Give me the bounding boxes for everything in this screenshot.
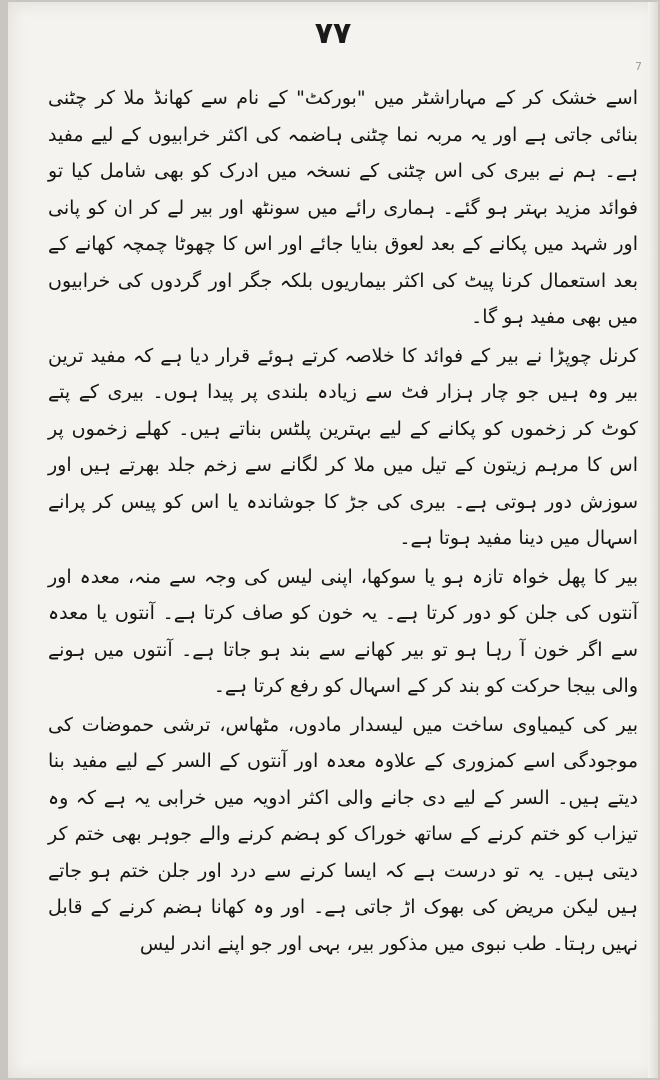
document-page [8,2,658,1078]
page-number: ۷۷ [314,16,352,51]
paragraph-1: اسے خشک کر کے مہاراشٹر میں "بورکٹ" کے نام سے کھانڈ ملا کر چٹنی بنائی جاتی ہے اور یہ مربہ نما چٹنی ہاضمہ کی اکثر خرابیوں کے لیے مفید ہے۔ ہم نے بیری کی اس چٹنی کے نسخہ میں ادرک کو بھی شامل کیا تو فوائد مزید بہتر ہو گئے۔ ہماری رائے میں سونٹھ اور بیر لے کر ان کو پانی اور شہد میں پکانے کے بعد لعوق بنایا جائے اور اس کا چھوٹا چمچہ کھانے کے بعد استعمال کرنا پیٹ کی اکثر بیماریوں بلکہ جگر اور گردوں کی خرابیوں میں بھی مفید ہو گا۔ [48,87,638,328]
paragraph-4: بیر کی کیمیاوی ساخت میں لیسدار مادوں، مٹھاس، ترشی حموضات کی موجودگی اسے کمزوری کے علاوہ معدہ اور آنتوں کے السر کے لیے مفید بنا دیتے ہیں۔ السر کے لیے دی جانے والی اکثر ادویہ میں خرابی یہ ہے کہ وہ تیزاب کو ختم کرنے کے ساتھ خوراک کو ہضم کرنے والے جوہر بھی ختم کر دیتی ہیں۔ یہ تو درست ہے کہ ایسا کرنے سے درد اور جلن ختم ہو جاتے ہیں لیکن مریض کی بھوک اڑ جاتی ہے۔ اور وہ کھانا ہضم کرنے کے قابل نہیں رہتا۔ طب نبوی میں مذکور بیر، بہی اور جو اپنے اندر لیس [48,713,638,955]
paragraph-2: کرنل چوپڑا نے بیر کے فوائد کا خلاصہ کرتے ہوئے قرار دیا ہے کہ مفید ترین بیر وہ ہیں جو چار ہزار فٹ سے زیادہ بلندی پر پیدا ہوں۔ بیری کے پتے کوٹ کر زخموں کو پکانے کے لیے بہترین پلٹس بناتے ہیں۔ کھلے زخموں پر اس کا مرہم زیتون کے تیل میں ملا کر لگانے سے زخم جلد بھرتے ہیں اور سوزش دور ہوتی ہے۔ بیری کی جڑ کا جوشاندہ یا اس کو پیس کر پرانے اسہال میں دینا مفید ہوتا ہے۔ [48,344,638,549]
corner-mark: 7 [635,60,642,73]
paragraph-3: بیر کا پھل خواہ تازہ ہو یا سوکھا، اپنی لیس کی وجہ سے منہ، معدہ اور آنتوں کی جلن کو دور کرتا ہے۔ یہ خون کو صاف کرتا ہے۔ آنتوں یا معدہ سے اگر خون آ رہا ہو تو بیر کھانے سے بند ہو جاتا ہے۔ آنتوں میں ہونے والی بیجا حرکت کو بند کر کے اسہال کو رفع کرتا ہے۔ [48,565,638,697]
page-edge [648,2,658,1078]
text-body [48,80,638,962]
